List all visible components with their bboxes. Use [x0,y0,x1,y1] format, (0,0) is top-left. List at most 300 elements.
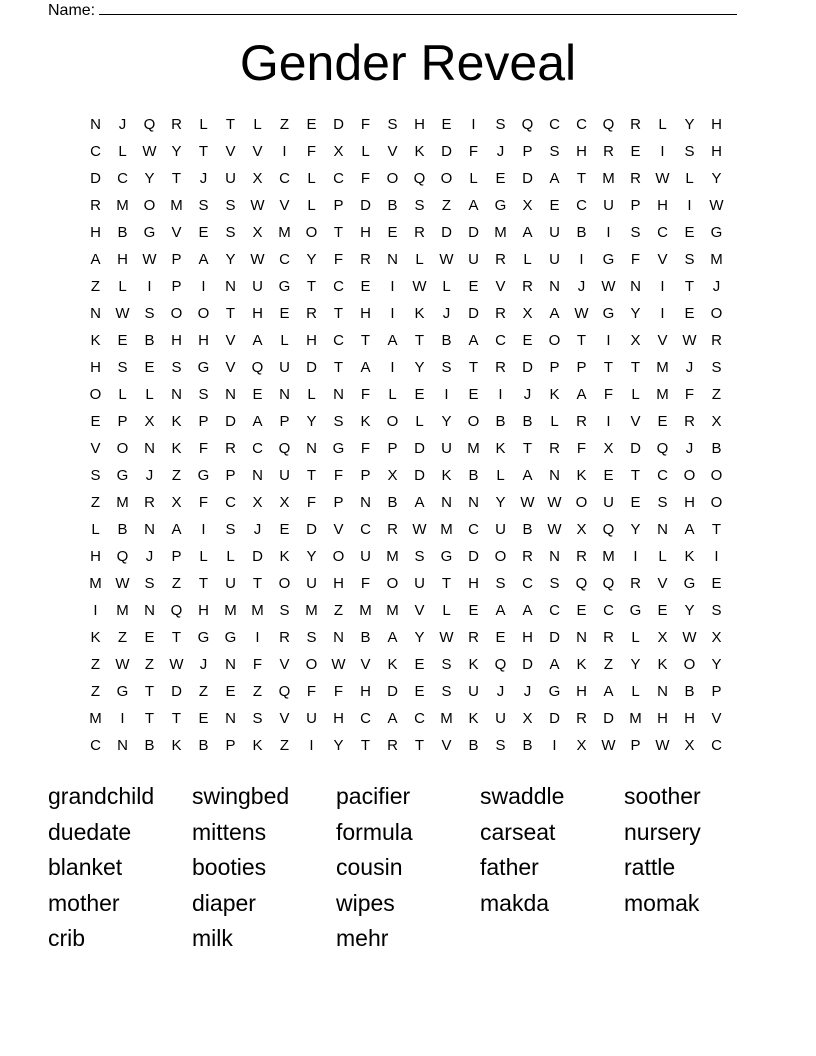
grid-letter[interactable]: I [390,359,395,376]
grid-letter[interactable]: S [684,143,695,160]
grid-letter[interactable]: M [251,602,264,619]
grid-letter[interactable]: N [333,629,344,646]
grid-letter[interactable]: H [711,116,722,133]
grid-letter[interactable]: U [549,224,560,241]
grid-letter[interactable]: B [198,737,209,754]
grid-letter[interactable]: R [603,143,614,160]
grid-letter[interactable]: V [279,656,290,673]
grid-letter[interactable]: L [307,197,316,214]
grid-letter[interactable]: W [115,305,130,322]
grid-letter[interactable]: B [522,737,533,754]
grid-letter[interactable]: S [630,224,641,241]
grid-letter[interactable]: O [116,440,129,457]
grid-letter[interactable]: L [280,332,289,349]
grid-letter[interactable]: J [685,359,694,376]
grid-letter[interactable]: C [576,116,587,133]
grid-letter[interactable]: C [549,602,560,619]
grid-letter[interactable]: M [305,602,318,619]
grid-letter[interactable]: L [307,170,316,187]
grid-letter[interactable]: O [170,305,183,322]
grid-letter[interactable]: E [468,386,479,403]
grid-letter[interactable]: C [603,602,614,619]
grid-letter[interactable]: X [603,440,614,457]
grid-letter[interactable]: U [279,359,290,376]
grid-letter[interactable]: O [386,575,399,592]
grid-letter[interactable]: K [657,656,668,673]
grid-letter[interactable]: N [144,602,155,619]
grid-letter[interactable]: Y [333,737,344,754]
grid-letter[interactable]: T [171,629,182,646]
grid-letter[interactable]: L [442,602,451,619]
grid-letter[interactable]: D [603,710,614,727]
grid-letter[interactable]: W [439,251,454,268]
grid-letter[interactable]: Q [413,170,426,187]
grid-letter[interactable]: K [468,710,479,727]
grid-letter[interactable]: L [199,548,208,565]
grid-letter[interactable]: L [631,683,640,700]
grid-letter[interactable]: T [468,359,479,376]
grid-letter[interactable]: E [468,278,479,295]
grid-letter[interactable]: K [360,413,371,430]
grid-letter[interactable]: J [523,386,532,403]
grid-letter[interactable]: N [387,251,398,268]
grid-letter[interactable]: K [576,467,587,484]
grid-letter[interactable]: Y [495,494,506,511]
grid-letter[interactable]: K [171,737,182,754]
grid-letter[interactable]: C [414,710,425,727]
grid-letter[interactable]: U [306,575,317,592]
grid-letter[interactable]: F [306,683,317,700]
grid-letter[interactable]: U [549,251,560,268]
grid-letter[interactable]: H [657,710,668,727]
grid-letter[interactable]: L [145,386,154,403]
grid-letter[interactable]: N [549,278,560,295]
grid-letter[interactable]: G [116,467,129,484]
grid-letter[interactable]: J [577,278,586,295]
grid-letter[interactable]: B [468,737,479,754]
grid-letter[interactable]: S [144,305,155,322]
grid-letter[interactable]: S [252,710,263,727]
grid-letter[interactable]: G [602,305,615,322]
grid-letter[interactable]: A [603,683,614,700]
grid-letter[interactable]: T [603,359,614,376]
grid-letter[interactable]: R [225,440,236,457]
grid-letter[interactable]: L [631,629,640,646]
grid-letter[interactable]: U [441,440,452,457]
grid-letter[interactable]: O [197,305,210,322]
grid-letter[interactable]: C [711,737,722,754]
grid-letter[interactable]: Y [144,170,155,187]
grid-letter[interactable]: V [225,332,236,349]
grid-letter[interactable]: L [253,116,262,133]
grid-letter[interactable]: C [576,197,587,214]
grid-letter[interactable]: W [115,656,130,673]
grid-letter[interactable]: I [660,143,665,160]
grid-letter[interactable]: P [387,440,398,457]
grid-letter[interactable]: T [198,143,209,160]
grid-letter[interactable]: H [576,683,587,700]
grid-letter[interactable]: C [252,440,263,457]
grid-letter[interactable]: B [468,467,479,484]
grid-letter[interactable]: V [279,197,290,214]
grid-letter[interactable]: M [278,224,291,241]
grid-letter[interactable]: Z [333,602,344,619]
grid-letter[interactable]: P [171,251,182,268]
grid-letter[interactable]: X [522,197,533,214]
grid-letter[interactable]: E [576,602,587,619]
grid-letter[interactable]: N [279,386,290,403]
grid-letter[interactable]: H [468,575,479,592]
grid-letter[interactable]: L [415,413,424,430]
grid-letter[interactable]: W [250,197,265,214]
grid-letter[interactable]: D [522,656,533,673]
grid-letter[interactable]: S [711,359,722,376]
grid-letter[interactable]: R [576,710,587,727]
grid-letter[interactable]: G [440,548,453,565]
grid-letter[interactable]: V [495,278,506,295]
grid-letter[interactable]: V [333,521,344,538]
grid-letter[interactable]: I [120,710,125,727]
grid-letter[interactable]: O [710,305,723,322]
grid-letter[interactable]: L [199,116,208,133]
grid-letter[interactable]: F [252,656,263,673]
grid-letter[interactable]: D [522,359,533,376]
grid-letter[interactable]: O [440,170,453,187]
grid-letter[interactable]: U [495,521,506,538]
grid-letter[interactable]: W [601,737,616,754]
grid-letter[interactable]: J [145,467,154,484]
grid-letter[interactable]: P [225,737,236,754]
grid-letter[interactable]: S [225,521,236,538]
grid-letter[interactable]: B [117,521,128,538]
grid-letter[interactable]: R [387,737,398,754]
grid-letter[interactable]: M [440,710,453,727]
grid-letter[interactable]: E [549,197,560,214]
grid-letter[interactable]: V [657,251,668,268]
grid-letter[interactable]: R [495,251,506,268]
grid-letter[interactable]: W [142,251,157,268]
grid-letter[interactable]: O [467,413,480,430]
grid-letter[interactable]: Y [684,602,695,619]
grid-letter[interactable]: V [252,143,263,160]
grid-letter[interactable]: N [549,548,560,565]
grid-letter[interactable]: Z [90,278,101,295]
grid-letter[interactable]: I [471,116,476,133]
grid-letter[interactable]: D [468,305,479,322]
grid-letter[interactable]: J [118,116,127,133]
grid-letter[interactable]: M [116,494,129,511]
grid-letter[interactable]: E [144,629,155,646]
grid-letter[interactable]: J [253,521,262,538]
grid-letter[interactable]: W [601,278,616,295]
grid-letter[interactable]: K [468,656,479,673]
grid-letter[interactable]: N [90,116,101,133]
grid-letter[interactable]: R [90,197,101,214]
grid-letter[interactable]: R [144,494,155,511]
grid-letter[interactable]: B [117,224,128,241]
grid-letter[interactable]: Q [602,116,615,133]
grid-letter[interactable]: X [657,629,668,646]
grid-letter[interactable]: A [549,170,560,187]
grid-letter[interactable]: U [279,467,290,484]
grid-letter[interactable]: Z [90,494,101,511]
grid-letter[interactable]: E [495,629,506,646]
grid-letter[interactable]: Y [630,656,641,673]
grid-letter[interactable]: X [144,413,155,430]
grid-letter[interactable]: O [143,197,156,214]
grid-letter[interactable]: C [657,224,668,241]
grid-letter[interactable]: S [549,143,560,160]
grid-letter[interactable]: N [333,386,344,403]
grid-letter[interactable]: U [603,197,614,214]
grid-letter[interactable]: L [118,143,127,160]
grid-letter[interactable]: J [199,170,208,187]
grid-letter[interactable]: D [360,197,371,214]
grid-letter[interactable]: I [255,629,260,646]
grid-letter[interactable]: S [441,683,452,700]
grid-letter[interactable]: S [684,251,695,268]
grid-letter[interactable]: C [279,170,290,187]
grid-letter[interactable]: N [468,494,479,511]
grid-letter[interactable]: G [710,224,723,241]
grid-letter[interactable]: N [549,467,560,484]
grid-letter[interactable]: E [630,143,641,160]
grid-letter[interactable]: U [360,548,371,565]
grid-letter[interactable]: F [630,251,641,268]
grid-letter[interactable]: W [709,197,724,214]
grid-letter[interactable]: H [333,710,344,727]
grid-letter[interactable]: P [549,359,560,376]
grid-letter[interactable]: J [712,278,721,295]
grid-letter[interactable]: O [305,656,318,673]
grid-letter[interactable]: H [171,332,182,349]
grid-letter[interactable]: H [198,332,209,349]
grid-letter[interactable]: E [441,116,452,133]
grid-letter[interactable]: V [711,710,722,727]
grid-letter[interactable]: I [201,521,206,538]
grid-letter[interactable]: I [390,305,395,322]
grid-letter[interactable]: H [711,143,722,160]
grid-letter[interactable]: V [171,224,182,241]
grid-letter[interactable]: Y [630,521,641,538]
grid-letter[interactable]: G [332,440,345,457]
grid-letter[interactable]: O [710,494,723,511]
grid-letter[interactable]: L [91,521,100,538]
grid-letter[interactable]: E [279,521,290,538]
grid-letter[interactable]: W [520,494,535,511]
grid-letter[interactable]: R [576,413,587,430]
grid-letter[interactable]: S [441,656,452,673]
grid-letter[interactable]: R [522,548,533,565]
grid-letter[interactable]: G [143,224,156,241]
grid-letter[interactable]: Q [602,521,615,538]
grid-letter[interactable]: T [171,710,182,727]
grid-letter[interactable]: D [549,629,560,646]
grid-letter[interactable]: H [576,143,587,160]
grid-letter[interactable]: M [170,197,183,214]
grid-letter[interactable]: S [333,413,344,430]
grid-letter[interactable]: O [89,386,102,403]
grid-letter[interactable]: P [198,413,209,430]
grid-letter[interactable]: H [90,548,101,565]
grid-letter[interactable]: M [116,602,129,619]
grid-letter[interactable]: X [171,494,182,511]
grid-letter[interactable]: W [142,143,157,160]
grid-letter[interactable]: T [225,305,236,322]
grid-letter[interactable]: S [225,197,236,214]
grid-letter[interactable]: T [333,224,344,241]
grid-letter[interactable]: M [656,359,669,376]
grid-letter[interactable]: D [333,116,344,133]
grid-letter[interactable]: S [387,116,398,133]
grid-letter[interactable]: K [414,305,425,322]
grid-letter[interactable]: T [225,116,236,133]
grid-letter[interactable]: C [360,710,371,727]
grid-letter[interactable]: S [198,197,209,214]
grid-letter[interactable]: D [414,467,425,484]
grid-letter[interactable]: N [225,710,236,727]
grid-letter[interactable]: W [655,170,670,187]
grid-letter[interactable]: K [414,143,425,160]
grid-letter[interactable]: P [522,143,533,160]
grid-letter[interactable]: P [279,413,290,430]
grid-letter[interactable]: I [633,548,638,565]
grid-letter[interactable]: K [576,656,587,673]
grid-letter[interactable]: T [333,305,344,322]
name-blank-line[interactable] [99,0,737,15]
grid-letter[interactable]: Y [306,251,317,268]
grid-letter[interactable]: E [522,332,533,349]
grid-letter[interactable]: L [658,116,667,133]
grid-letter[interactable]: R [549,440,560,457]
grid-letter[interactable]: D [171,683,182,700]
grid-letter[interactable]: E [684,224,695,241]
grid-letter[interactable]: Z [711,386,722,403]
grid-letter[interactable]: W [331,656,346,673]
grid-letter[interactable]: J [496,143,505,160]
grid-letter[interactable]: W [682,332,697,349]
grid-letter[interactable]: E [414,386,425,403]
grid-letter[interactable]: S [495,575,506,592]
grid-letter[interactable]: M [656,386,669,403]
grid-letter[interactable]: Z [279,737,290,754]
grid-letter[interactable]: G [683,575,696,592]
grid-letter[interactable]: G [602,251,615,268]
grid-letter[interactable]: E [630,494,641,511]
grid-letter[interactable]: C [279,251,290,268]
grid-letter[interactable]: S [414,548,425,565]
grid-letter[interactable]: G [548,683,561,700]
grid-letter[interactable]: N [117,737,128,754]
grid-letter[interactable]: F [198,440,209,457]
grid-letter[interactable]: E [495,170,506,187]
grid-letter[interactable]: I [660,305,665,322]
grid-letter[interactable]: W [250,251,265,268]
grid-letter[interactable]: T [198,575,209,592]
grid-letter[interactable]: W [655,737,670,754]
grid-letter[interactable]: E [306,116,317,133]
grid-letter[interactable]: P [117,413,128,430]
grid-letter[interactable]: H [252,305,263,322]
grid-letter[interactable]: M [224,602,237,619]
grid-letter[interactable]: N [90,305,101,322]
grid-letter[interactable]: Z [441,197,452,214]
grid-letter[interactable]: D [306,359,317,376]
grid-letter[interactable]: T [144,683,155,700]
grid-letter[interactable]: A [495,602,506,619]
grid-letter[interactable]: A [549,305,560,322]
grid-letter[interactable]: E [198,710,209,727]
grid-letter[interactable]: J [523,683,532,700]
grid-letter[interactable]: F [360,386,371,403]
grid-letter[interactable]: L [118,278,127,295]
grid-letter[interactable]: F [306,494,317,511]
grid-letter[interactable]: C [468,521,479,538]
grid-letter[interactable]: S [198,386,209,403]
grid-letter[interactable]: T [144,710,155,727]
grid-letter[interactable]: A [522,602,533,619]
grid-letter[interactable]: T [360,332,371,349]
grid-letter[interactable]: X [711,413,722,430]
grid-letter[interactable]: N [630,278,641,295]
grid-letter[interactable]: U [252,278,263,295]
grid-letter[interactable]: G [278,278,291,295]
grid-letter[interactable]: L [226,548,235,565]
grid-letter[interactable]: M [386,602,399,619]
grid-letter[interactable]: Y [414,359,425,376]
grid-letter[interactable]: H [90,359,101,376]
grid-letter[interactable]: D [225,413,236,430]
grid-letter[interactable]: P [630,197,641,214]
grid-letter[interactable]: U [225,170,236,187]
grid-letter[interactable]: R [468,629,479,646]
grid-letter[interactable]: S [711,602,722,619]
grid-letter[interactable]: L [550,413,559,430]
grid-letter[interactable]: Y [306,413,317,430]
grid-letter[interactable]: E [225,683,236,700]
grid-letter[interactable]: X [333,143,344,160]
grid-letter[interactable]: D [630,440,641,457]
grid-letter[interactable]: E [198,224,209,241]
grid-letter[interactable]: X [252,494,263,511]
grid-letter[interactable]: H [198,602,209,619]
grid-letter[interactable]: H [90,224,101,241]
grid-letter[interactable]: F [306,143,317,160]
grid-letter[interactable]: L [442,278,451,295]
grid-letter[interactable]: E [414,656,425,673]
grid-letter[interactable]: Q [602,575,615,592]
grid-letter[interactable]: L [388,386,397,403]
grid-letter[interactable]: I [390,278,395,295]
grid-letter[interactable]: N [225,278,236,295]
grid-letter[interactable]: V [225,359,236,376]
grid-letter[interactable]: Y [414,629,425,646]
grid-letter[interactable]: O [683,467,696,484]
grid-letter[interactable]: N [576,629,587,646]
grid-letter[interactable]: X [522,305,533,322]
grid-letter[interactable]: F [603,386,614,403]
grid-letter[interactable]: G [224,629,237,646]
grid-letter[interactable]: P [711,683,722,700]
grid-letter[interactable]: A [522,467,533,484]
grid-letter[interactable]: J [442,305,451,322]
grid-letter[interactable]: J [685,440,694,457]
grid-letter[interactable]: C [225,494,236,511]
grid-letter[interactable]: B [522,521,533,538]
grid-letter[interactable]: T [576,170,587,187]
grid-letter[interactable]: H [333,575,344,592]
grid-letter[interactable]: Q [656,440,669,457]
